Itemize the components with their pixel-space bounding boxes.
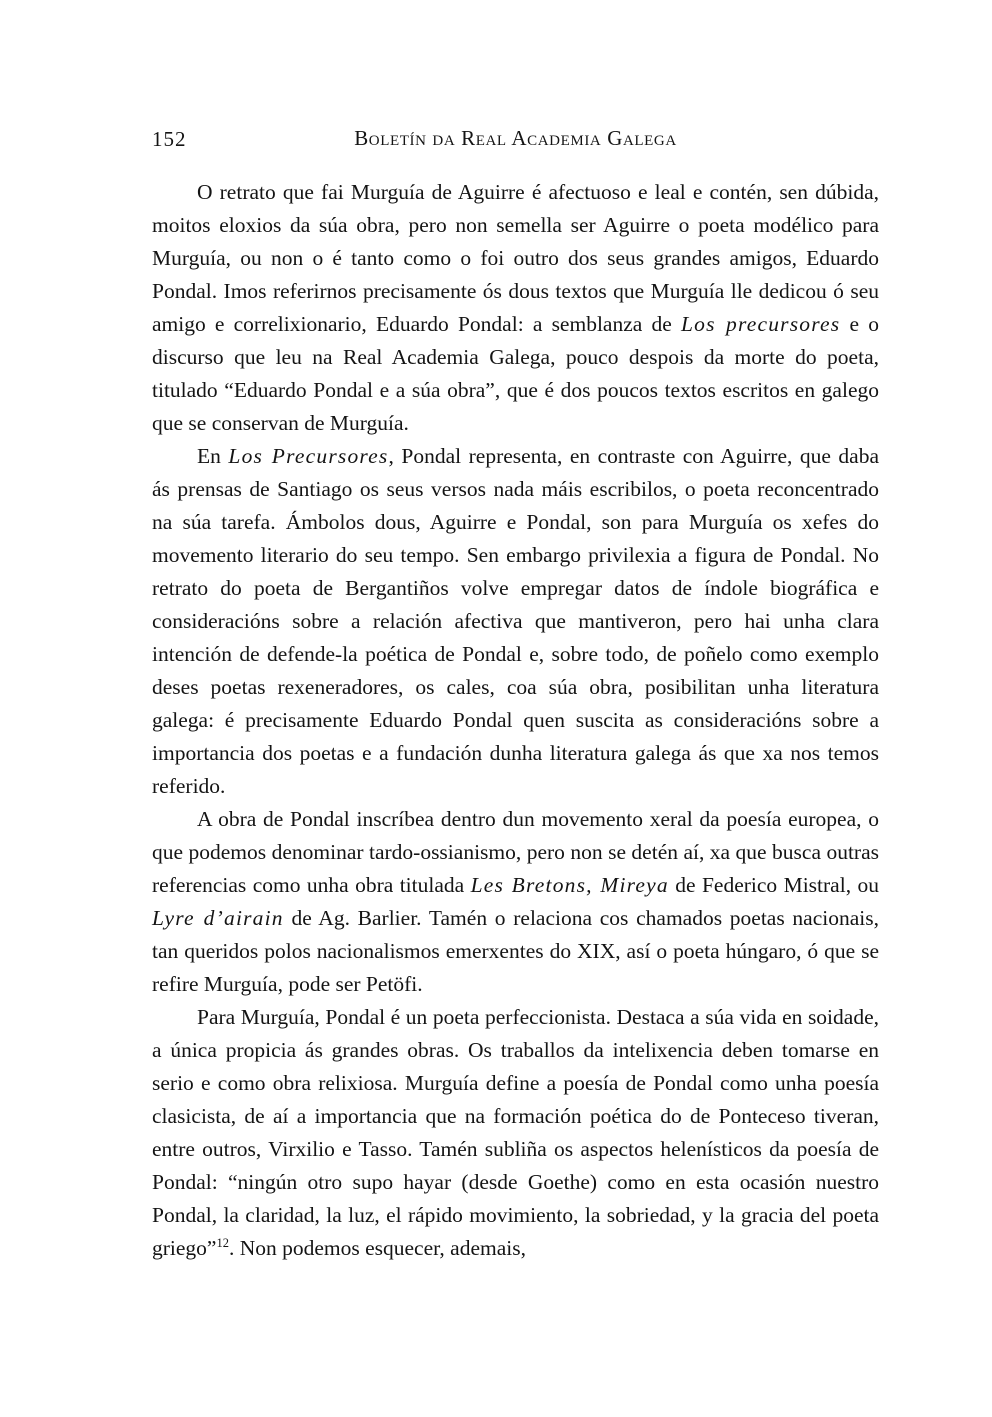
paragraph <box>152 803 879 1001</box>
body-text <box>152 176 879 1265</box>
text-run: . Non podemos esquecer, ademais, <box>228 1236 527 1260</box>
paragraph <box>152 440 879 803</box>
text-run: O retrato que fai Murguía de Aguirre é afectuoso e leal e contén, sen dúbida, moitos eloxios da súa obra, pero non semella ser Aguirre o poeta modélico para Murguía, ou non o é tanto como o foi outro dos seus grandes amigos, Eduardo Pondal. Imos referirnos precisamente ós dous textos que Murguía lle dedicou ó seu amigo e correlixionario, Eduardo Pondal: a semblanza de <box>152 180 879 336</box>
text-run: A obra de Pondal inscríbea dentro dun movemento xeral da poesía europea, o que podemos denominar tardo-ossianismo, pero non se detén aí, xa que busca outras referencias como unha obra titulada <box>152 807 879 897</box>
text-run: de Ag. Barlier. Tamén o relaciona cos chamados poetas nacionais, tan queridos polos nacionalismos emerxentes do XIX, así o poeta húngaro, ó que se refire Murguía, pode ser Petöfi. <box>152 906 879 996</box>
journal-title: Boletín da Real Academia Galega <box>354 126 677 150</box>
text-run: , Pondal representa, en contraste con Aguirre, que daba ás prensas de Santiago os seus versos nada máis escribilos, o poeta reconcentrado na súa tarefa. Ámbolos dous, Aguirre e Pondal, son para Murguía os xefes do movemento literario do seu tempo. Sen embargo privilexia a figura de Pondal. No retrato do poeta de Bergantiños volve empregar datos de índole biográfica e consideracións sobre a relación afectiva que mantiveron, pero hai unha clara intención de defende-la poética de Pondal e, sobre todo, de poñelo como exemplo deses poetas rexeneradores, os cales, coa súa obra, posibilitan unha literatura galega: é precisamente Eduardo Pondal quen suscita as consideracións sobre a importancia dos poetas e a fundación dunha literatura galega ás que xa nos temos referido. <box>152 444 880 798</box>
paragraph <box>152 176 879 440</box>
page-number: 152 <box>152 127 187 151</box>
text-run: Para Murguía, Pondal é un poeta perfeccionista. Destaca a súa vida en soidade, a única propicia ás grandes obras. Os traballos da intelixencia deben tomarse en serio e como obra relixiosa. Murguía define a poesía de Pondal como unha poesía clasicista, de aí a importancia que na formación poética do de Ponteceso tiveran, entre outros, Virxilio e Tasso. Tamén subliña os aspectos helenísticos da poesía de Pondal: “ningún otro supo hayar (desde Goethe) como en esta ocasión nuestro Pondal, la claridad, la luz, el rápido movimiento, la sobriedad, y la gracia del poeta griego” <box>152 1005 879 1260</box>
text-run: de Federico Mistral, ou <box>668 873 879 897</box>
text-run: e o discurso que leu na Real Academia Galega, pouco despois da morte do poeta, titulado “Eduardo Pondal e a súa obra”, que é dos poucos textos escritos en galego que se conservan de Murguía. <box>152 312 879 435</box>
italic-title-run: Los precursores <box>680 312 841 336</box>
italic-title-run: Les Bretons, Mireya <box>470 873 669 897</box>
page-header <box>152 126 879 154</box>
footnote-reference: 12 <box>216 1235 229 1250</box>
italic-title-run: Lyre d’airain <box>152 906 284 930</box>
paragraph <box>152 1001 879 1265</box>
text-run: En <box>197 444 229 468</box>
italic-title-run: Los Precursores <box>228 444 389 468</box>
